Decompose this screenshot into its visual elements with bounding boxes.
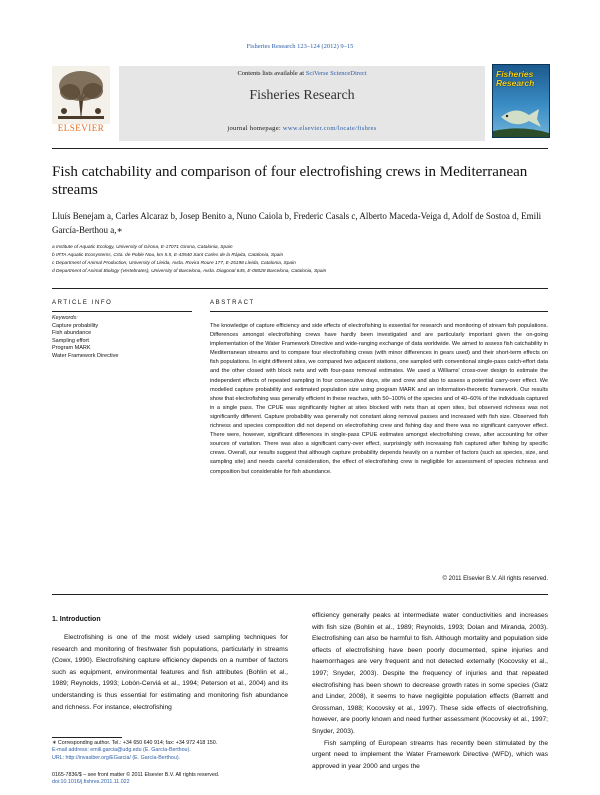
affiliation-c: c Department of Animal Production, University of Lleida, Avda. Rovira Roure 177, E-25198 Lleida, Catalonia, Spain	[52, 261, 296, 266]
abstract-text: The knowledge of capture efficiency and side effects of electrofishing is essential for research and monitoring of stream fish populations. Differences amongst electrofishing crews have hardly been investigated and are particularly important given the on-going implementation of the Water Framework Directive and wide-ranging exchange of data worldwide. We aimed to assess fish catchability in Mediterranean streams and to compare four electrofishing crews (with minor differences in gears used) and their short-term effects on fish populations. In eight different sites, we compared two adjacent stations, one sampled with conventional single-pass catch-effort data and the other closed with block nets and with four-pass removal estimates. We used a Williams' cross-over design to estimate the independent effects of repeated sampling in four consecutive days, site and crew and also to assess a potential carry-over effect. We modelled capture probability and estimated population size using program MARK and an information-theoretic framework. Our results show that electrofishing was generally efficient in these reaches, with 50–100% of the species and of 40–60% of the individuals captured in a single pass. The CPUE was significantly higher at sites blocked with nets than at open sites, but observed richness was not significantly different. Capture probability was generally not constant along removal passes and increased with fish size. Observed fish richness and species composition did not depend on electrofishing crew and fishing day and there was no significant carryover effect. There were, however, significant differences in single-pass CPUE estimates amongst electrofishing crews, after accounting for other sources of variation. There was also a significant carry-over effect, surprisingly with increasing fish captured after fishing by specific crews. Overall, our results suggest that although capture probability depends heavily on a number of factors (such as species, size, and sampling site) and needs careful consideration, the effect of electrofishing crew is negligible for assessment of species richness and composition but considerable for fish abundance.	[210, 323, 548, 475]
journal-homepage	[119, 125, 485, 132]
keyword-item: Capture probability	[52, 322, 99, 329]
doi-link[interactable]: doi:10.1016/j.fishres.2011.11.022	[52, 779, 130, 786]
footnote-rule	[52, 737, 122, 738]
footnote-url[interactable]: URL: http://invasiber.org/EGarcia/ (E. García-Berthou).	[52, 754, 181, 761]
paper-title: Fish catchability and comparison of four electrofishing crews in Mediterranean streams	[52, 164, 528, 198]
affiliations	[52, 244, 548, 276]
sciencedirect-link[interactable]: SciVerse ScienceDirect	[305, 70, 367, 77]
keyword-item: Program MARK	[52, 345, 91, 351]
article-info-rule	[52, 311, 192, 312]
affiliation-d: d Department of Animal Biology (Vertebrates), University of Barcelona, Avda. Diagonal 645, E-08028 Barcelona, Catalonia, Spain	[52, 269, 327, 274]
homepage-label: journal homepage:	[227, 125, 283, 132]
contents-prefix: Contents lists available at	[237, 70, 306, 77]
footnote-corresponding-author: ∗ Corresponding author. Tel.: +34 650 640 914; fax: +34 972 418 150.	[52, 740, 218, 746]
cover-fish-image	[493, 95, 549, 137]
intro-paragraph: efficiency generally peaks at intermediate water conductivities and increases with fish size (Bohlin et al., 1989; Reynolds, 1993; Dolan and Miranda, 2003). Electrofishing can also be harmful to fish. Although mortality and population side effects of electrofishing have been poorly documented, spine injuries and haemorrhages are very frequent and not detected externally (Kocovsky et al., 1997; Snyder, 2003). Despite the frequency of injuries and that repeated electrofishing has been shown to decrease growth rates in some species (Gatz and Linder, 2008), it seems to have negligible population effects (Barrett and Grossman, 1988; Kocovsky et al., 1997). These side effects of electrofishing, however, are poorly known and need further assessment (Kocovsky et al., 1997; Snyder, 2003).	[312, 612, 548, 735]
affiliation-rule	[52, 288, 548, 289]
contents-line	[119, 70, 485, 77]
footnote-email[interactable]: E-mail address: emili.garcia@udg.edu (E. García-Berthou).	[52, 747, 191, 754]
header-rule	[52, 148, 548, 149]
affiliation-a: a Institute of Aquatic Ecology, University of Girona, E-17071 Girona, Catalonia, Spain	[52, 245, 233, 250]
page-footer	[52, 772, 288, 787]
affiliation-b: b IRTA Aquatic Ecosystems, Crta. de Poble Nou, km 5.5, E-43540 Sant Carles de la Ràpita, Catalonia, Spain	[52, 253, 284, 258]
keywords-label: Keywords:	[52, 315, 78, 321]
keywords-box	[52, 315, 192, 360]
keyword-item: Fish abundance	[52, 330, 92, 336]
running-head[interactable]: Fisheries Research 123–124 (2012) 9–15	[246, 43, 354, 50]
keyword-item: Water Framework Directive	[52, 352, 119, 359]
footnotes	[52, 740, 288, 762]
cover-title: Fisheries Research	[496, 69, 535, 88]
elsevier-tree-logo	[52, 66, 110, 124]
intro-paragraph: Fish sampling of European streams has recently been stimulated by the urgent need to implement the Water Framework Directive (WFD), which was approved in year 2000 and urges the	[312, 739, 548, 770]
journal-title: Fisheries Research	[249, 88, 355, 103]
copyright-line: © 2011 Elsevier B.V. All rights reserved.	[442, 576, 548, 582]
journal-cover-thumbnail	[492, 64, 550, 138]
abstract-heading: ABSTRACT	[210, 300, 255, 306]
intro-paragraph-left: Electrofishing is one of the most widely used sampling techniques for research and monitoring of freshwater fish populations, particularly in streams (Cowx, 1990). Electrofishing capture efficiency depends on a number of factors such as equipment, environmental features and fish attributes (Bohlin et al., 1989; Reynolds, 1993; Lobón-Cerviá et al., 1994; Peterson et al., 2004) and its understanding is thus essential for estimating and monitoring fish abundance and richness. For instance, electrofishing	[52, 634, 288, 711]
article-info-heading: ARTICLE INFO	[52, 300, 113, 306]
abstract-rule	[210, 311, 548, 312]
homepage-link[interactable]: www.elsevier.com/locate/fishres	[282, 125, 377, 132]
intro-column-right	[312, 610, 548, 772]
abstract-bottom-rule	[52, 594, 548, 595]
issn-line: 0165-7836/$ – see front matter © 2011 Elsevier B.V. All rights reserved.	[52, 772, 220, 778]
publisher-name: ELSEVIER	[57, 123, 105, 133]
author-list: Lluís Benejam a, Carles Alcaraz b, Josep Benito a, Nuno Caiola b, Frederic Casals c, Alberto Maceda-Veiga d, Adolf de Sostoa d, Emili García-Berthou a,∗	[52, 211, 542, 235]
section-heading-introduction: 1. Introduction	[52, 616, 101, 623]
keyword-item: Sampling effort	[52, 337, 89, 344]
